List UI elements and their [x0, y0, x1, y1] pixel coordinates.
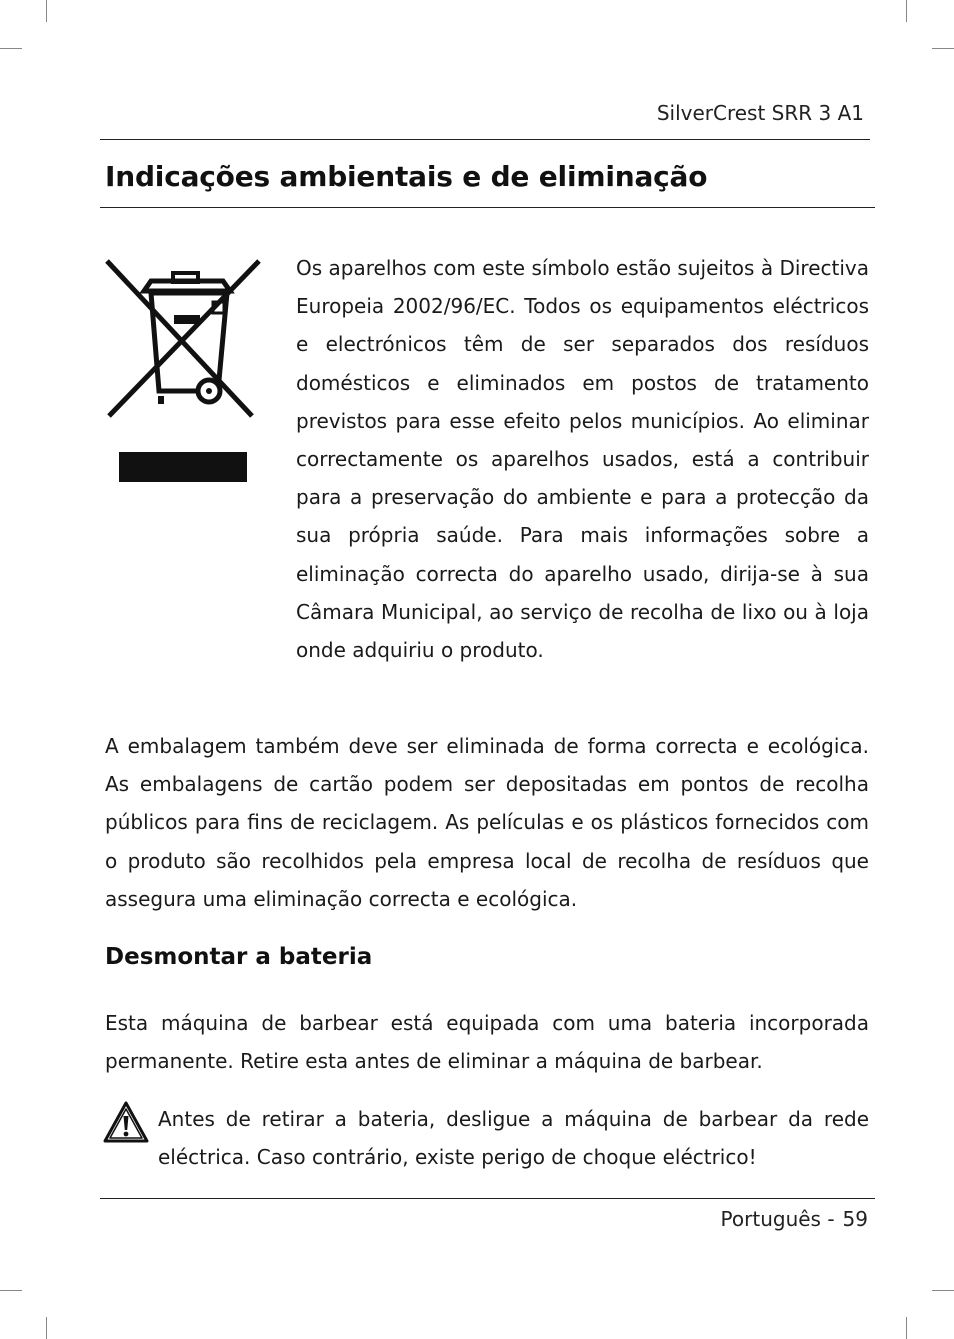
crossed-out-wheelie-bin-icon: [104, 258, 264, 488]
crop-mark: [906, 1317, 907, 1339]
crop-mark: [932, 1290, 954, 1291]
packaging-paragraph: A embalagem também deve ser eliminada de forma correcta e ecológica. As embalagens de cartão podem ser depositadas em pontos de recolha públicos para fins de reciclagem. As películas e os plásticos fornecidos com o produto são recolhidos pela empresa local de recolha de resíduos que assegura uma eliminação correcta e ecológica.: [105, 734, 869, 911]
crop-mark: [906, 0, 907, 22]
warning-triangle-icon: [102, 1100, 150, 1144]
footer-rule: [100, 1198, 875, 1199]
battery-paragraph: Esta máquina de barbear está equipada com uma bateria incorporada permanente. Retire esta antes de eliminar a máquina de barbear.: [105, 1011, 869, 1074]
section-title-rule: [100, 207, 875, 208]
crop-mark: [0, 1290, 22, 1291]
crop-mark: [0, 48, 22, 49]
subsection-title: Desmontar a bateria: [105, 944, 373, 970]
footer-page-label: [721, 1207, 868, 1231]
page-number: 59: [842, 1207, 868, 1231]
crop-mark: [46, 1317, 47, 1339]
header-model-name: SilverCrest SRR 3 A1: [656, 101, 864, 125]
warning-text: Antes de retirar a bateria, desligue a máquina de barbear da rede eléctrica. Caso contrário, existe perigo de choque eléctrico!: [158, 1107, 869, 1170]
crop-mark: [46, 0, 47, 22]
crop-mark: [932, 48, 954, 49]
footer-language: Português -: [720, 1207, 835, 1231]
header-rule: [100, 139, 870, 140]
weee-paragraph: Os aparelhos com este símbolo estão sujeitos à Directiva Europeia 2002/96/EC. Todos os equipamentos eléctricos e electrónicos têm de ser separados dos resíduos domésticos e eliminados em postos de tratamento previstos para esse efeito pelos municípios. Ao eliminar correctamente os aparelhos usados, está a contribuir para a preservação do ambiente e para a protecção da sua própria saúde. Para mais informações sobre a eliminação correcta do aparelho usado, dirija-se à sua Câmara Municipal, ao serviço de recolha de lixo ou à loja onde adquiriu o produto.: [296, 256, 869, 663]
section-title: Indicações ambientais e de eliminação: [105, 160, 708, 193]
